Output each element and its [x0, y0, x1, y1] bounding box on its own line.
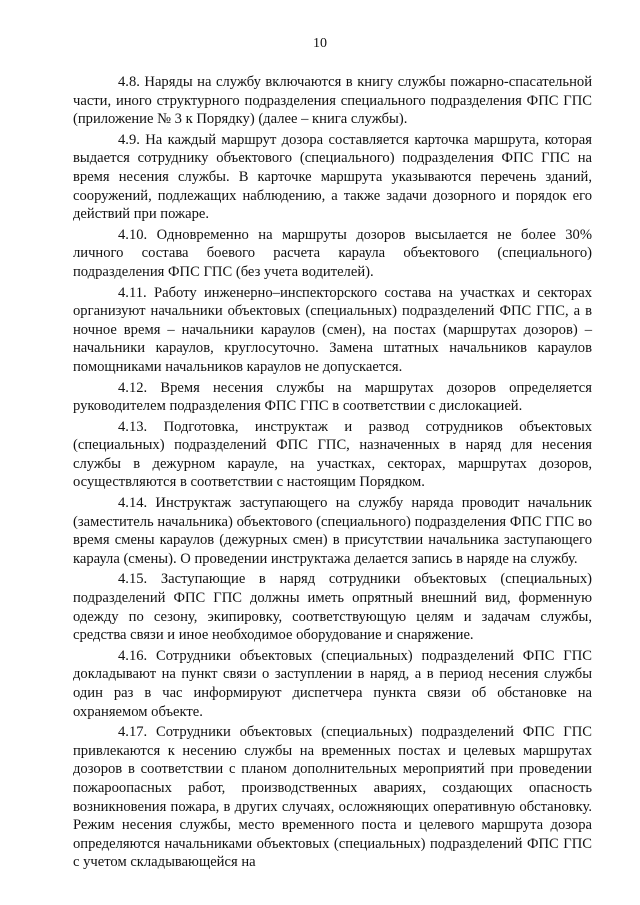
paragraph-4-12: 4.12. Время несения службы на маршрутах дозоров определяется руководителем подразделения ФПС ГПС в соответствии с дислокацией. — [73, 379, 592, 415]
paragraph-4-14: 4.14. Инструктаж заступающего на службу наряда проводит начальник (заместитель начальника) объектового (специального) подразделения ФПС ГПС во время смены караулов (дежурных смен) в присутствии начальника заступающего караула (смены). О проведении инструктажа делается запись в наряде на службу. — [73, 495, 592, 567]
paragraph-4-11: 4.11. Работу инженерно–инспекторского состава на участках и секторах организуют начальники объектовых (специальных) подразделений ФПС ГПС, а в ночное время – начальники караулов (смен), на постах (маршрутах дозоров) – начальники караулов, круглосуточно. Замена штатных начальников караулов помощниками начальников караулов не допускается. — [73, 284, 592, 375]
paragraph-4-13: 4.13. Подготовка, инструктаж и развод сотрудников объектовых (специальных) подразделений ФПС ГПС, назначенных в наряд для несения службы в дежурном карауле, на участках, секторах, маршрутах дозоров, осуществляются в соответствии с настоящим Порядком. — [73, 418, 592, 491]
paragraph-4-15: 4.15. Заступающие в наряд сотрудники объектовых (специальных) подразделений ФПС ГПС должны иметь опрятный внешний вид, форменную одежду по сезону, экипировку, соответствующую целям и задачам службы, средства связи и иное необходимое оборудование и снаряжение. — [73, 571, 592, 644]
paragraph-4-16: 4.16. Сотрудники объектовых (специальных) подразделений ФПС ГПС докладывают на пункт связи о заступлении в наряд, а в период несения службы один раз в час информируют диспетчера пункта связи об обстановке на охраняемом объекте. — [73, 647, 592, 720]
page-number: 10 — [313, 36, 327, 51]
paragraph-4-9: 4.9. На каждый маршрут дозора составляется карточка маршрута, которая выдается сотруднику объектового (специального) подразделения ФПС ГПС на время несения службы. В карточке маршрута указываются перечень зданий, сооружений, подлежащих наблюдению, а также задачи дозорного и порядок его действий при пожаре. — [73, 131, 592, 223]
document-body — [73, 73, 592, 874]
paragraph-4-10: 4.10. Одновременно на маршруты дозоров высылается не более 30% личного состава боевого расчета караула объектового (специального) подразделения ФПС ГПС (без учета водителей). — [73, 226, 592, 280]
paragraph-4-17: 4.17. Сотрудники объектовых (специальных) подразделений ФПС ГПС привлекаются к несению службы на временных постах и целевых маршрутах дозоров в соответствии с планом дополнительных мероприятий при проведении пожароопасных работ, производственных авариях, создающих опасность возникновения пожара, в других случаях, осложняющих оперативную обстановку. Режим несения службы, место временного поста и целевого маршрута дозора определяются начальниками объектовых (специальных) подразделений ФПС ГПС с учетом складывающейся на — [73, 724, 592, 871]
paragraph-4-8: 4.8. Наряды на службу включаются в книгу службы пожарно-спасательной части, иного структурного подразделения специального подразделения ФПС ГПС (приложение № 3 к Порядку) (далее – книга службы). — [73, 74, 592, 128]
